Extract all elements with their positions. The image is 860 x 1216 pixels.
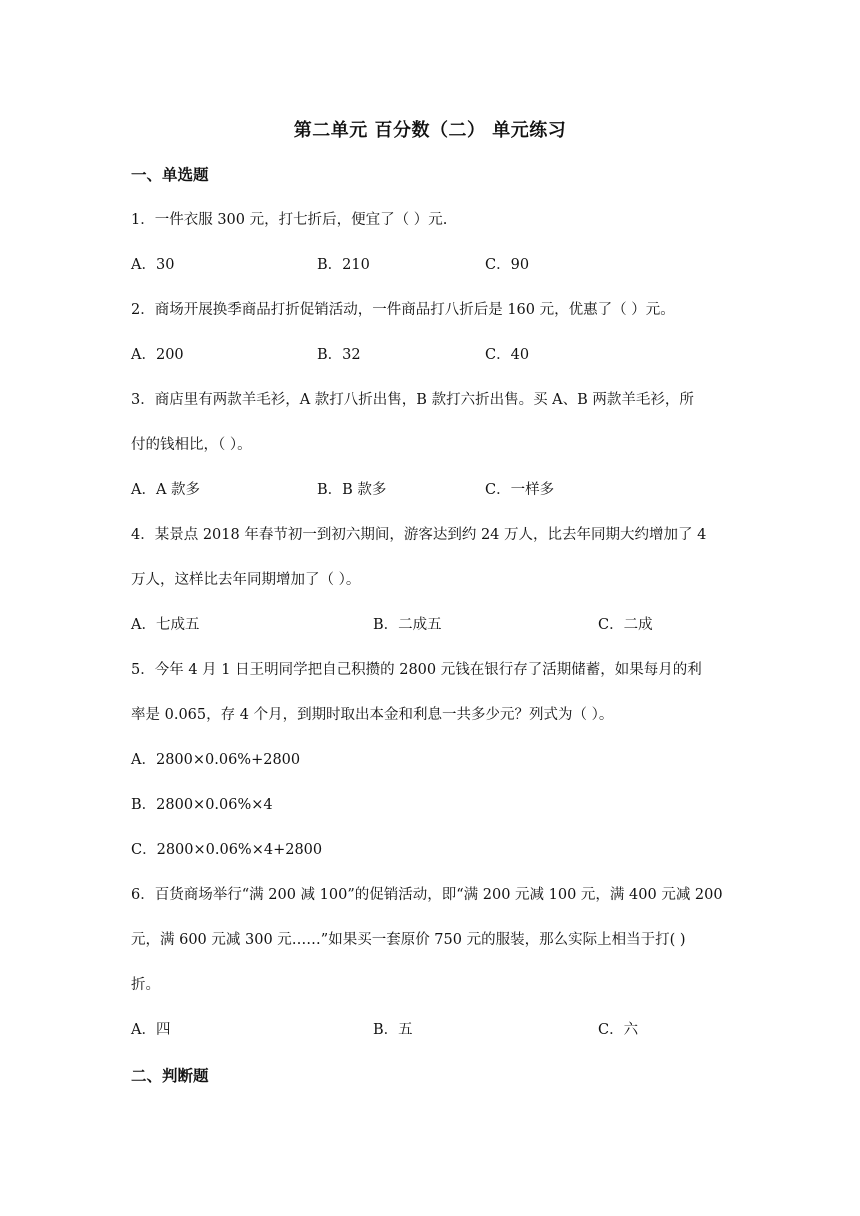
section-heading-single-choice: 一、单选题 — [131, 166, 209, 184]
question-3-option-c[interactable]: C．一样多 — [485, 482, 555, 498]
question-1-option-c[interactable]: C．90 — [485, 257, 530, 273]
page-title: 第二单元 百分数（二） 单元练习 — [293, 120, 567, 141]
question-4-option-b[interactable]: B．二成五 — [373, 617, 442, 633]
question-4-text-line-1: 4．某景点 2018 年春节初一到初六期间，游客达到约 24 万人，比去年同期大约增加了 4 — [131, 527, 707, 543]
question-2-option-b[interactable]: B．32 — [317, 347, 361, 363]
question-5-option-c[interactable]: C．2800×0.06%×4+2800 — [131, 842, 323, 858]
question-3-text-line-2: 付的钱相比，（ ）。 — [131, 437, 252, 453]
question-6-option-a[interactable]: A．四 — [131, 1022, 171, 1038]
question-2-option-a[interactable]: A．200 — [131, 347, 184, 363]
question-1-option-a[interactable]: A．30 — [131, 257, 175, 273]
question-6-text-line-1: 6．百货商场举行“满 200 减 100”的促销活动，即“满 200 元减 100 元，满 400 元减 200 — [131, 887, 723, 903]
question-3-text-line-1: 3．商店里有两款羊毛衫，A 款打八折出售，B 款打六折出售。买 A、B 两款羊毛衫，所 — [131, 392, 694, 408]
question-4-option-c[interactable]: C．二成 — [598, 617, 653, 633]
question-3-option-b[interactable]: B．B 款多 — [317, 482, 387, 498]
question-5-text-line-1: 5．今年 4 月 1 日王明同学把自己积攒的 2800 元钱在银行存了活期储蓄，如果每月的利 — [131, 662, 702, 678]
question-6-option-b[interactable]: B．五 — [373, 1022, 413, 1038]
question-5-option-b[interactable]: B．2800×0.06%×4 — [131, 797, 273, 813]
question-3-option-a[interactable]: A．A 款多 — [131, 482, 201, 498]
question-4-option-a[interactable]: A．七成五 — [131, 617, 200, 633]
question-5-text-line-2: 率是 0.065，存 4 个月，到期时取出本金和利息一共多少元？列式为（ ）。 — [131, 707, 614, 723]
question-1-text: 1．一件衣服 300 元，打七折后，便宜了（ ）元. — [131, 212, 448, 228]
question-6-option-c[interactable]: C．六 — [598, 1022, 639, 1038]
question-4-text-line-2: 万人，这样比去年同期增加了（ ）。 — [131, 572, 361, 588]
question-5-option-a[interactable]: A．2800×0.06%+2800 — [131, 752, 301, 768]
section-heading-true-false: 二、判断题 — [131, 1067, 209, 1085]
question-6-text-line-3: 折。 — [131, 977, 160, 993]
question-2-text: 2．商场开展换季商品打折促销活动，一件商品打八折后是 160 元，优惠了（ ）元。 — [131, 302, 675, 318]
question-2-option-c[interactable]: C．40 — [485, 347, 530, 363]
question-6-text-line-2: 元，满 600 元减 300 元……”如果买一套原价 750 元的服装，那么实际上相当于打( ) — [131, 932, 686, 948]
question-1-option-b[interactable]: B．210 — [317, 257, 370, 273]
